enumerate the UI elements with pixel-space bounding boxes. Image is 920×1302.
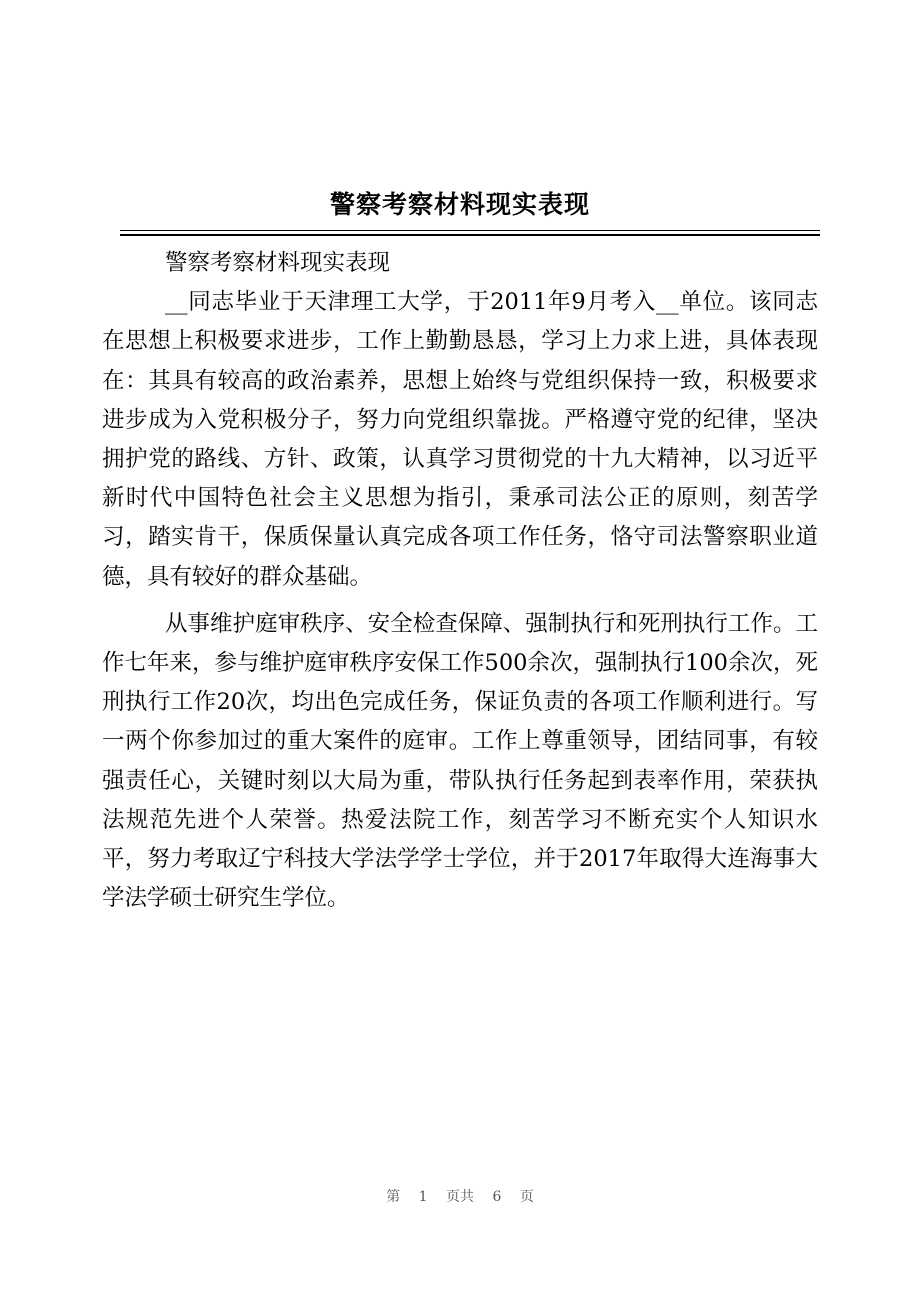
footer-suffix: 页 [519,1189,534,1205]
footer-current-page: 1 [418,1189,428,1205]
document-body [102,244,818,918]
footer-total-pages: 6 [492,1189,502,1205]
footer-prefix: 第 [386,1189,401,1205]
paragraph: __同志毕业于天津理工大学，于2011年9月考入__单位。该同志在思想上积极要求进步，工作上勤勤恳恳，学习上力求上进，具体表现在：其具有较高的政治素养，思想上始终与党组织保持一致，积极要求进步成为入党积极分子，努力向党组织靠拢。严格遵守党的纪律，坚决拥护党的路线、方针、政策，认真学习贯彻党的十九大精神，以习近平新时代中国特色社会主义思想为指引，秉承司法公正的原则，刻苦学习，踏实肯干，保质保量认真完成各项工作任务，恪守司法警察职业道德，具有较好的群众基础。 [102,289,818,590]
footer-middle: 页共 [446,1189,474,1205]
page-footer [0,1186,920,1206]
paragraph: 从事维护庭审秩序、安全检查保障、强制执行和死刑执行工作。工作七年来，参与维护庭审秩序安保工作500余次，强制执行100余次，死刑执行工作20次，均出色完成任务，保证负责的各项工作顺利进行。写一两个你参加过的重大案件的庭审。工作上尊重领导，团结同事，有较强责任心，关键时刻以大局为重，带队执行任务起到表率作用，荣获执法规范先进个人荣誉。热爱法院工作，刻苦学习不断充实个人知识水平，努力考取辽宁科技大学法学学士学位，并于2017年取得大连海事大学法学硕士研究生学位。 [102,610,818,912]
page-title: 警察考察材料现实表现 [329,190,590,219]
title-rule-thick [120,234,820,236]
paragraph-subtitle: 警察考察材料现实表现 [165,250,391,276]
title-rule-thin [120,230,820,231]
